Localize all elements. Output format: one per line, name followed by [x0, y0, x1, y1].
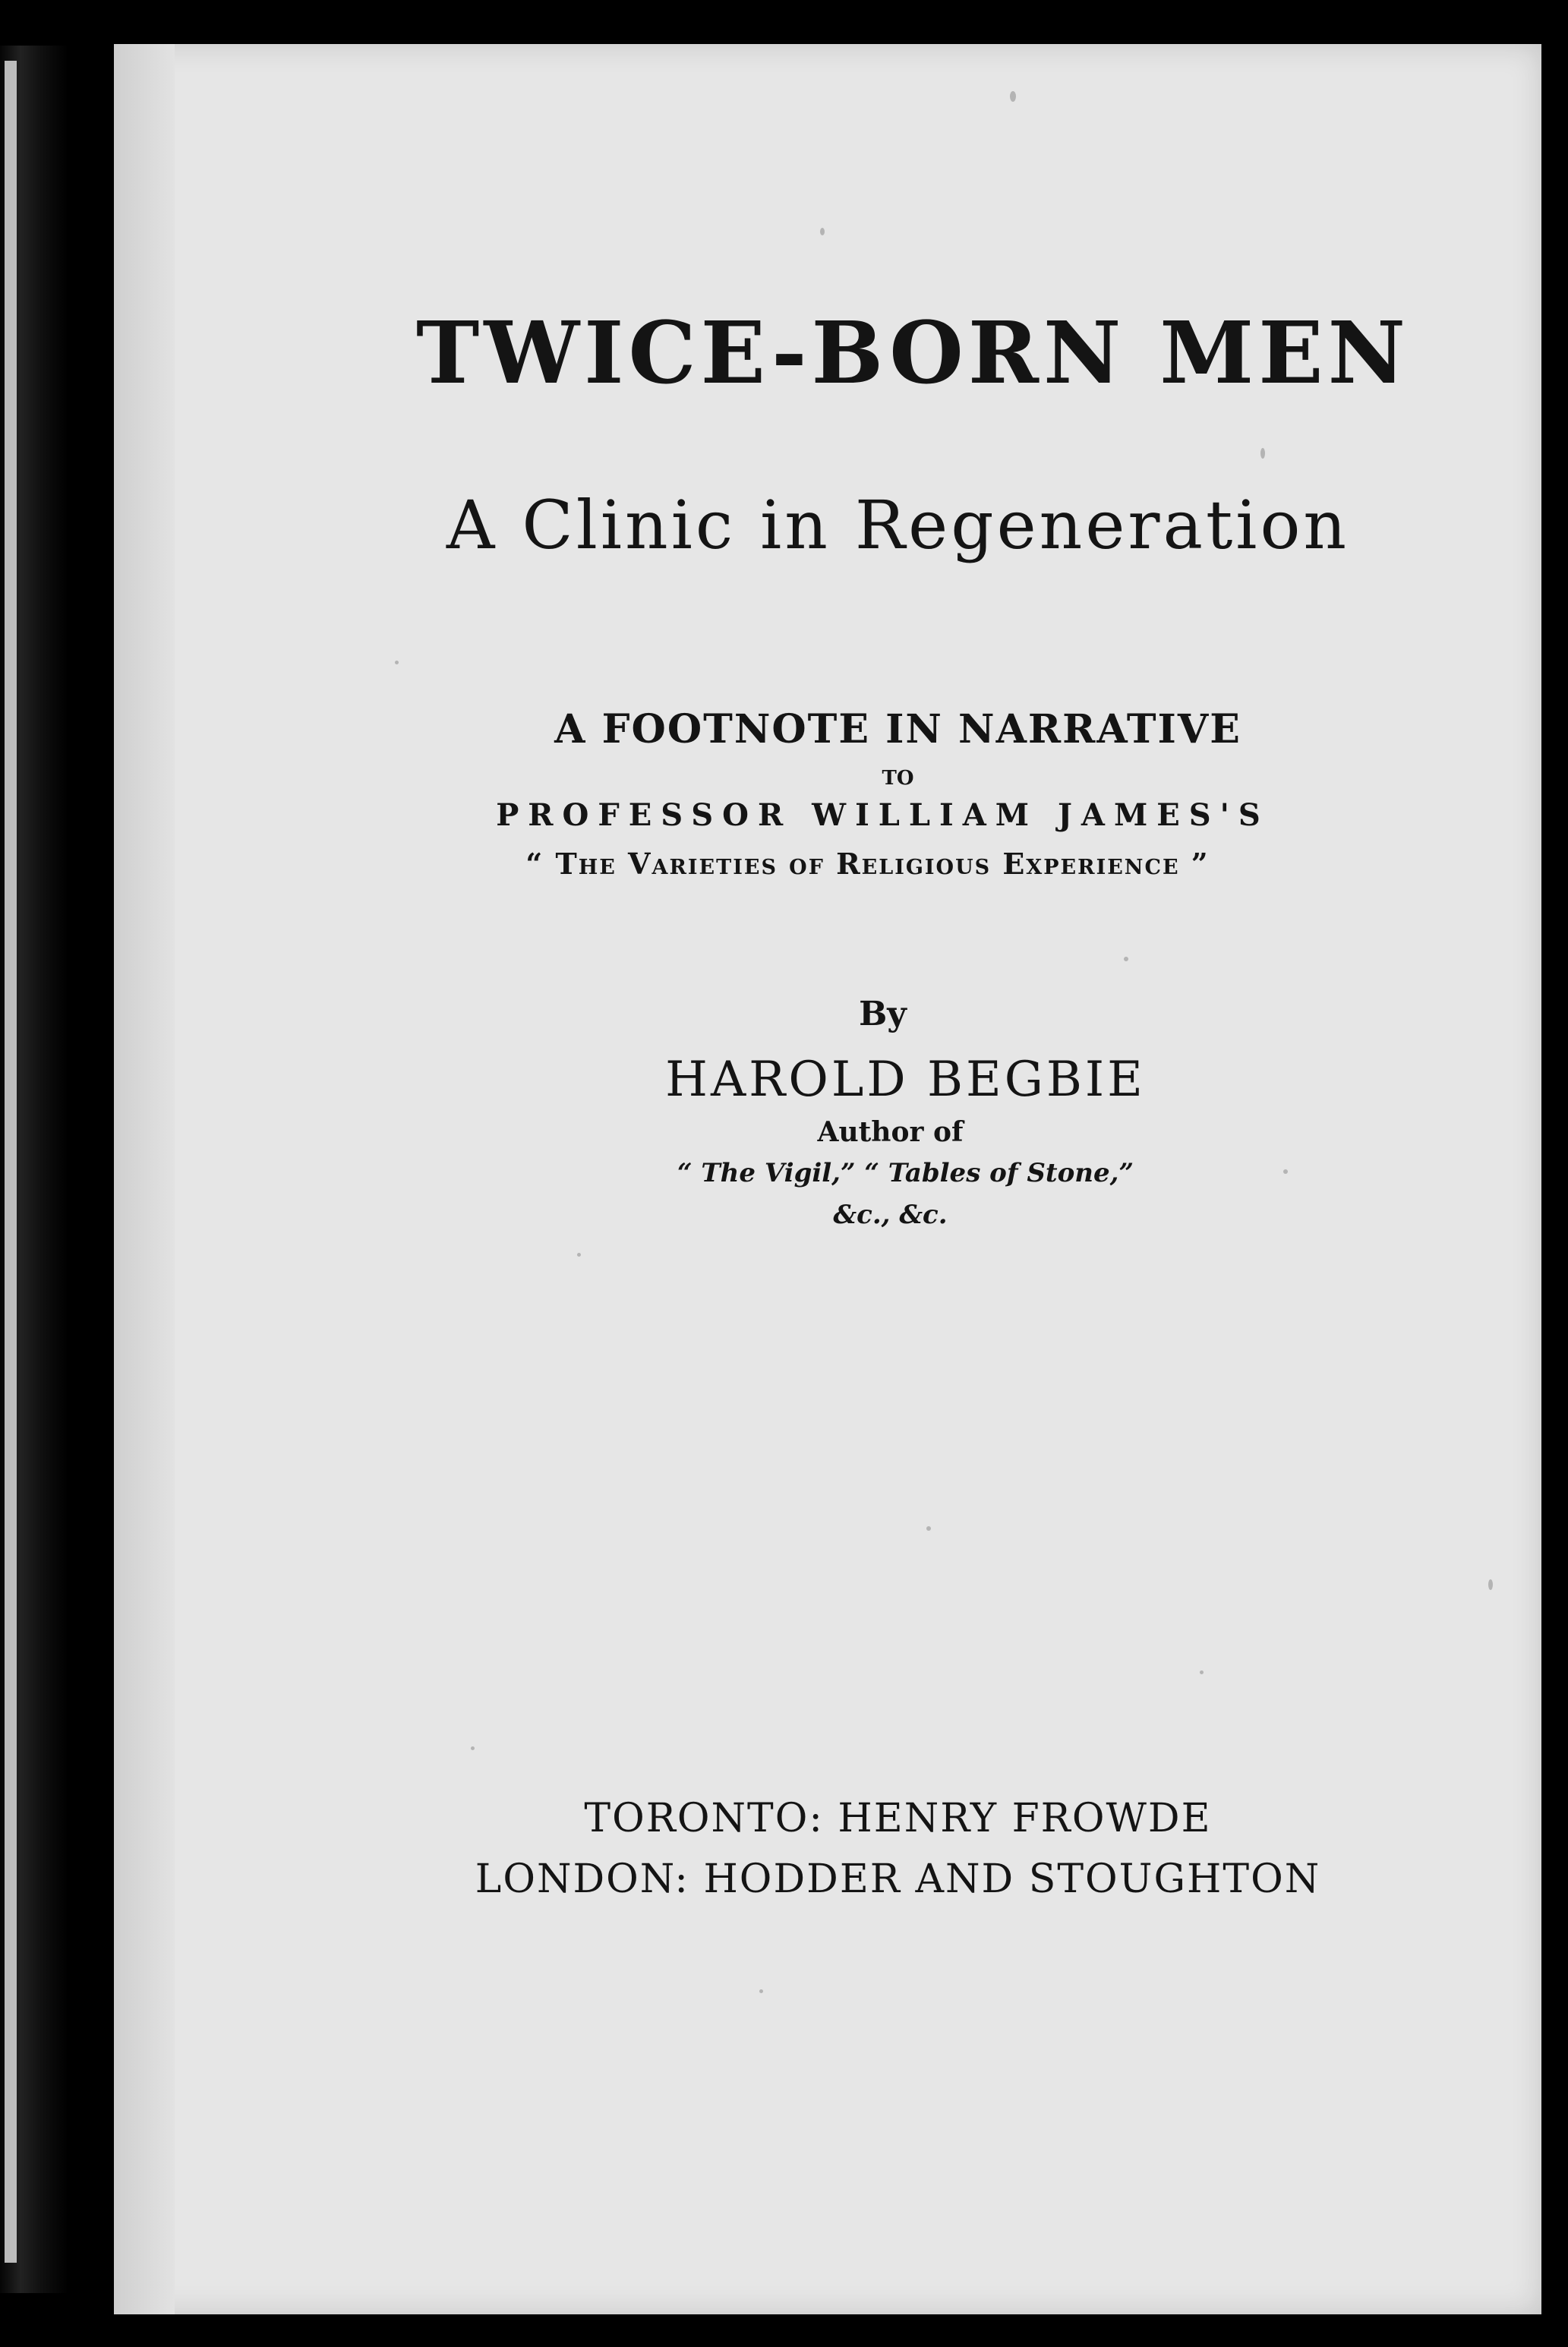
by-line: By	[859, 995, 907, 1033]
referenced-work-title: “ The Varieties of Religious Experience ”	[525, 847, 1210, 881]
paper-speck	[1200, 1670, 1204, 1674]
paper-speck	[820, 228, 825, 235]
to-line: TO	[882, 767, 914, 790]
paper-speck	[1488, 1579, 1493, 1590]
book-title: TWICE-BORN MEN	[415, 304, 1411, 403]
paper-speck	[471, 1746, 475, 1750]
paper-speck	[577, 1253, 581, 1257]
author-name: HAROLD BEGBIE	[665, 1052, 1146, 1108]
paper-speck	[1010, 91, 1016, 102]
footnote-heading: A FOOTNOTE IN NARRATIVE	[554, 706, 1241, 752]
paper-speck	[1124, 957, 1128, 961]
paper-speck	[395, 661, 399, 664]
publisher-london: LONDON: HODDER AND STOUGHTON	[475, 1856, 1321, 1902]
author-of-label: Author of	[817, 1116, 964, 1148]
other-works-etc: &c., &c.	[833, 1200, 948, 1230]
professor-line: PROFESSOR WILLIAM JAMES'S	[496, 797, 1270, 833]
paper-speck	[1260, 448, 1265, 459]
paper-speck	[759, 1989, 763, 1993]
other-works: “ The Vigil,” “ Tables of Stone,”	[677, 1158, 1134, 1188]
publisher-toronto: TORONTO: HENRY FROWDE	[584, 1796, 1212, 1841]
paper-speck	[926, 1526, 931, 1531]
book-subtitle: A Clinic in Regeneration	[446, 486, 1350, 564]
